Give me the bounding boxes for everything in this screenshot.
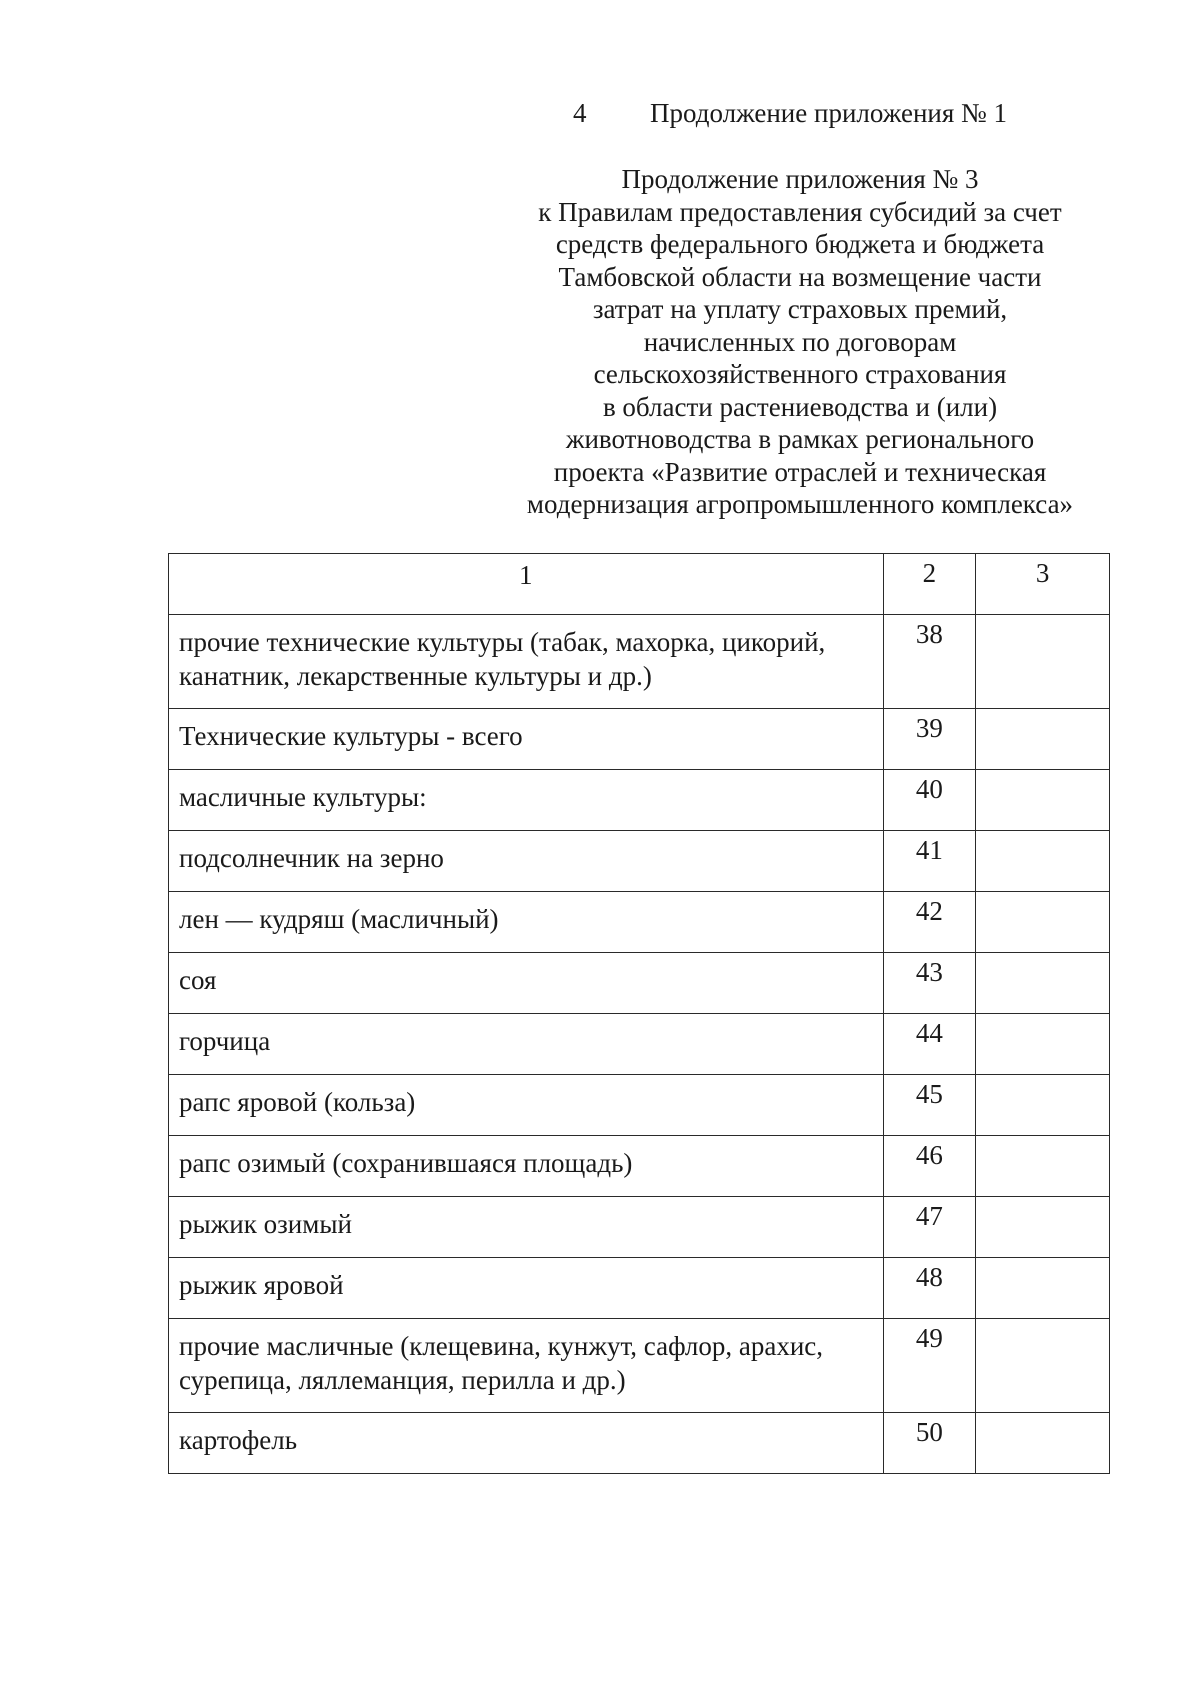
- row-name-cell: [169, 1014, 884, 1075]
- row-value-cell: [976, 1075, 1110, 1136]
- table-header-cell: [169, 554, 884, 615]
- table-row: [169, 1197, 1110, 1258]
- table-row: [169, 892, 1110, 953]
- row-value-cell: [976, 1413, 1110, 1474]
- table-row: [169, 709, 1110, 770]
- header-label: 2: [922, 558, 937, 588]
- row-name-cell: [169, 1197, 884, 1258]
- row-value-cell: [976, 1136, 1110, 1197]
- row-name-cell: [169, 892, 884, 953]
- table-row: [169, 1014, 1110, 1075]
- row-name: рапс озимый (сохранившаяся площадь): [179, 1148, 633, 1178]
- row-name-cell: [169, 1136, 884, 1197]
- row-name: картофель: [179, 1425, 298, 1455]
- appendix-line: животноводства в рамках регионального: [565, 424, 1035, 454]
- row-code: 40: [915, 774, 943, 804]
- row-code-cell: [883, 892, 976, 953]
- row-code: 48: [915, 1262, 943, 1292]
- appendix-continuation-1: Продолжение приложения № 1: [650, 98, 1008, 128]
- row-code: 43: [915, 957, 943, 987]
- appendix-line: проекта «Развитие отраслей и техническая: [553, 456, 1047, 487]
- row-code-cell: [883, 1136, 976, 1197]
- row-code-cell: [883, 953, 976, 1014]
- row-code-cell: [883, 1197, 976, 1258]
- row-name: соя: [179, 965, 217, 995]
- header-label: 1: [519, 560, 533, 590]
- row-value-cell: [976, 1258, 1110, 1319]
- table-row: [169, 1413, 1110, 1474]
- row-code: 47: [915, 1201, 943, 1231]
- table-header-row: [169, 554, 1110, 615]
- row-code: 42: [915, 896, 943, 926]
- row-value-cell: [976, 1197, 1110, 1258]
- row-name-cell: [169, 615, 884, 709]
- row-name: рыжик яровой: [179, 1270, 344, 1300]
- row-code-cell: [883, 1014, 976, 1075]
- row-name-cell: [169, 953, 884, 1014]
- row-value-cell: [976, 1014, 1110, 1075]
- row-value-cell: [976, 831, 1110, 892]
- row-name-cell: [169, 1075, 884, 1136]
- row-value-cell: [976, 709, 1110, 770]
- appendix-line: средств федерального бюджета и бюджета: [555, 229, 1045, 259]
- row-code-cell: [883, 1075, 976, 1136]
- table-header-cell: [976, 554, 1110, 615]
- row-name-cell: [169, 1258, 884, 1319]
- row-value-cell: [976, 1319, 1110, 1413]
- appendix-line: к Правилам предоставления субсидий за счет: [538, 196, 1062, 227]
- row-code: 38: [915, 619, 943, 649]
- table-row: [169, 1075, 1110, 1136]
- row-value-cell: [976, 615, 1110, 709]
- row-value-cell: [976, 892, 1110, 953]
- table-row: [169, 953, 1110, 1014]
- row-name-cell: [169, 709, 884, 770]
- table-row: [169, 615, 1110, 709]
- row-code-cell: [883, 1413, 976, 1474]
- row-name: рыжик озимый: [179, 1209, 352, 1239]
- row-code-cell: [883, 1258, 976, 1319]
- row-name-cell: [169, 831, 884, 892]
- row-code: 46: [915, 1140, 943, 1170]
- row-name: подсолнечник на зерно: [179, 843, 444, 873]
- row-name: горчица: [179, 1026, 271, 1056]
- row-name: рапс яровой (кольза): [179, 1087, 416, 1117]
- row-code: 39: [915, 713, 943, 743]
- crops-table: [168, 553, 1110, 1474]
- table-header-cell: [883, 554, 976, 615]
- row-code-cell: [883, 770, 976, 831]
- appendix-line: в области растениеводства и (или): [602, 391, 998, 422]
- row-code-cell: [883, 709, 976, 770]
- row-code-cell: [883, 831, 976, 892]
- table-row: [169, 831, 1110, 892]
- row-name: прочие технические культуры (табак, махорка, цикорий, канатник, лекарственные культуры и др.): [179, 627, 826, 691]
- header-label: 3: [1035, 558, 1050, 588]
- appendix-line: Продолжение приложения № 3: [621, 164, 979, 194]
- row-name-cell: [169, 770, 884, 831]
- row-name: Технические культуры - всего: [179, 721, 523, 751]
- row-name-cell: [169, 1319, 884, 1413]
- row-name: прочие масличные (клещевина, кунжут, сафлор, арахис, сурепица, ляллеманция, перилла и др.): [179, 1331, 824, 1395]
- row-code: 41: [915, 835, 943, 865]
- row-code: 44: [915, 1018, 943, 1048]
- page-number: 4: [573, 98, 587, 128]
- row-code: 45: [915, 1079, 943, 1109]
- appendix-line: Тамбовской области на возмещение части: [558, 261, 1042, 292]
- row-value-cell: [976, 953, 1110, 1014]
- table-row: [169, 1319, 1110, 1413]
- row-code: 50: [915, 1417, 943, 1447]
- appendix-line: модернизация агропромышленного комплекса»: [526, 489, 1074, 519]
- row-value-cell: [976, 770, 1110, 831]
- row-code-cell: [883, 1319, 976, 1413]
- row-code-cell: [883, 615, 976, 709]
- table-row: [169, 770, 1110, 831]
- row-name-cell: [169, 1413, 884, 1474]
- table-row: [169, 1136, 1110, 1197]
- row-code: 49: [915, 1323, 943, 1353]
- appendix-line: начисленных по договорам: [643, 326, 957, 357]
- table-row: [169, 1258, 1110, 1319]
- row-name: масличные культуры:: [179, 782, 427, 812]
- appendix-line: затрат на уплату страховых премий,: [592, 294, 1008, 324]
- appendix-heading: [480, 163, 1120, 521]
- appendix-line: сельскохозяйственного страхования: [593, 359, 1007, 389]
- row-name: лен — кудряш (масличный): [179, 904, 499, 934]
